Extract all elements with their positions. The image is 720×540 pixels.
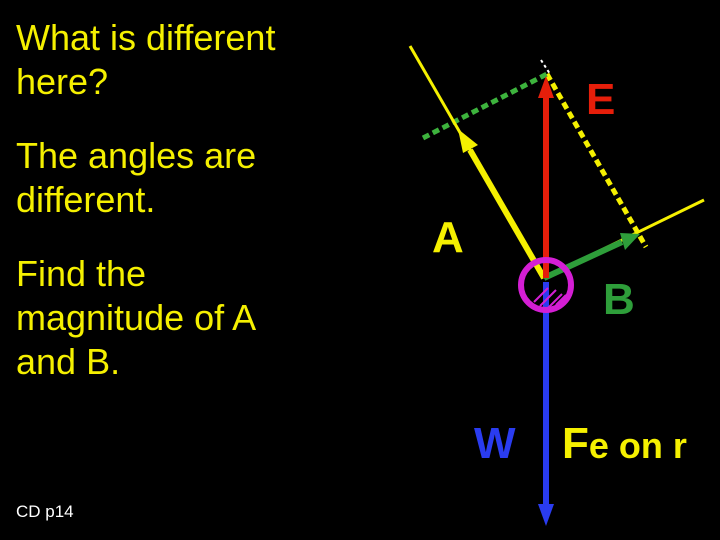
vector-b-arrowhead [620,233,640,250]
page-reference: CD p14 [16,502,74,521]
label-e: E [586,75,616,124]
vector-a-arrowhead [458,129,478,153]
label-f-subscript: e on r [588,425,687,466]
question-text: What is different here? [16,17,276,102]
answer-text: The angles are different. [16,135,257,220]
label-f: F [562,419,589,468]
dashed-white-stub [541,60,550,74]
label-w: W [474,419,516,468]
vector-a [470,150,544,278]
label-a: A [432,213,464,262]
dashed-green-line [423,74,547,138]
label-f-e-on-r [562,419,687,468]
vector-w-arrowhead [538,504,554,526]
task-text: Find the magnitude of A and B. [16,253,257,382]
label-b: B [603,275,635,324]
